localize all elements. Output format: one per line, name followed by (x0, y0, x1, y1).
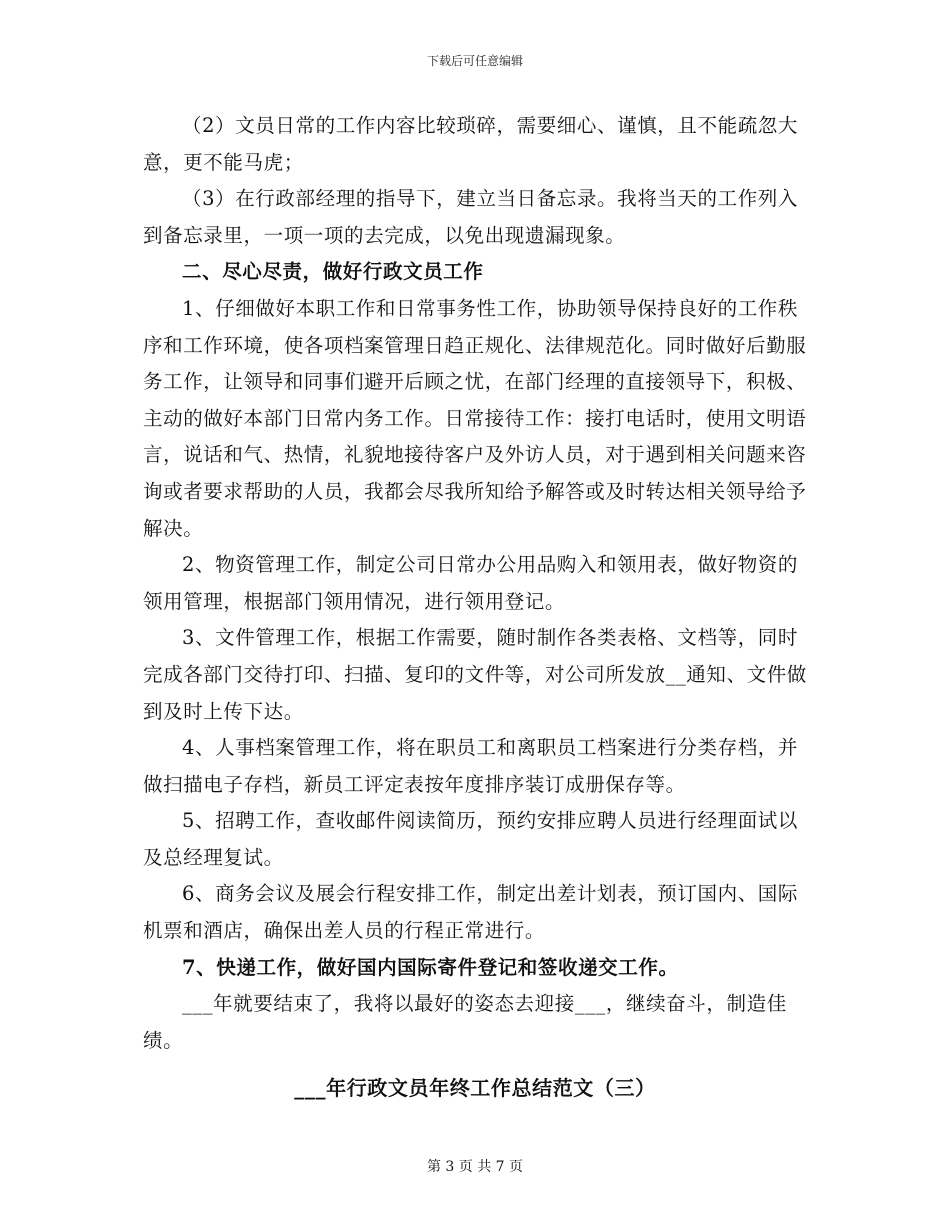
paragraph: 1、仔细做好本职工作和日常事务性工作，协助领导保持良好的工作秩序和工作环境，使各项档案管理日趋正规化、法律规范化。同时做好后勤服务工作，让领导和同事们避开后顾之忧，在部门经理的直接领导下，积极、主动的做好本部门日常内务工作。日常接待工作：接打电话时，使用文明语言，说话和气、热情，礼貌地接待客户及外访人员，对于遇到相关问题来咨询或者要求帮助的人员，我都会尽我所知给予解答或及时转达相关领导给予解决。 (143, 296, 807, 540)
paragraph: 6、商务会议及展会行程安排工作，制定出差计划表，预订国内、国际机票和酒店，确保出差人员的行程正常进行。 (143, 882, 799, 943)
paragraph-bold: 7、快递工作，做好国内国际寄件登记和签收递交工作。 (182, 955, 679, 979)
page-header: 下载后可任意编辑 (426, 54, 523, 68)
paragraph: 2、物资管理工作，制定公司日常办公用品购入和领用表，做好物资的领用管理，根据部门领用情况，进行领用登记。 (143, 553, 799, 613)
document-body (143, 108, 811, 1059)
section-title: ___年行政文员年终工作总结范文（三） (294, 1076, 656, 1100)
paragraph: ___年就要结束了，我将以最好的姿态去迎接___，继续奋斗，制造佳绩。 (143, 992, 787, 1052)
section-heading: 二、尽心尽责，做好行政文员工作 (182, 260, 484, 284)
paragraph: （2）文员日常的工作内容比较琐碎，需要细心、谨慎，且不能疏忽大意，更不能马虎； (143, 114, 799, 174)
paragraph: （3）在行政部经理的指导下，建立当日备忘录。我将当天的工作列入到备忘录里，一项一项的去完成，以免出现遗漏现象。 (143, 187, 799, 247)
paragraph: 4、人事档案管理工作，将在职员工和离职员工档案进行分类存档，并做扫描电子存档，新员工评定表按年度排序装订成册保存等。 (143, 736, 799, 796)
paragraph: 3、文件管理工作，根据工作需要，随时制作各类表格、文档等，同时完成各部门交待打印、扫描、复印的文件等，对公司所发放__通知、文件做到及时上传下达。 (143, 626, 807, 723)
page-footer: 第 3 页 共 7 页 (426, 1159, 524, 1175)
paragraph: 5、招聘工作，查收邮件阅读简历，预约安排应聘人员进行经理面试以及总经理复试。 (143, 809, 799, 869)
